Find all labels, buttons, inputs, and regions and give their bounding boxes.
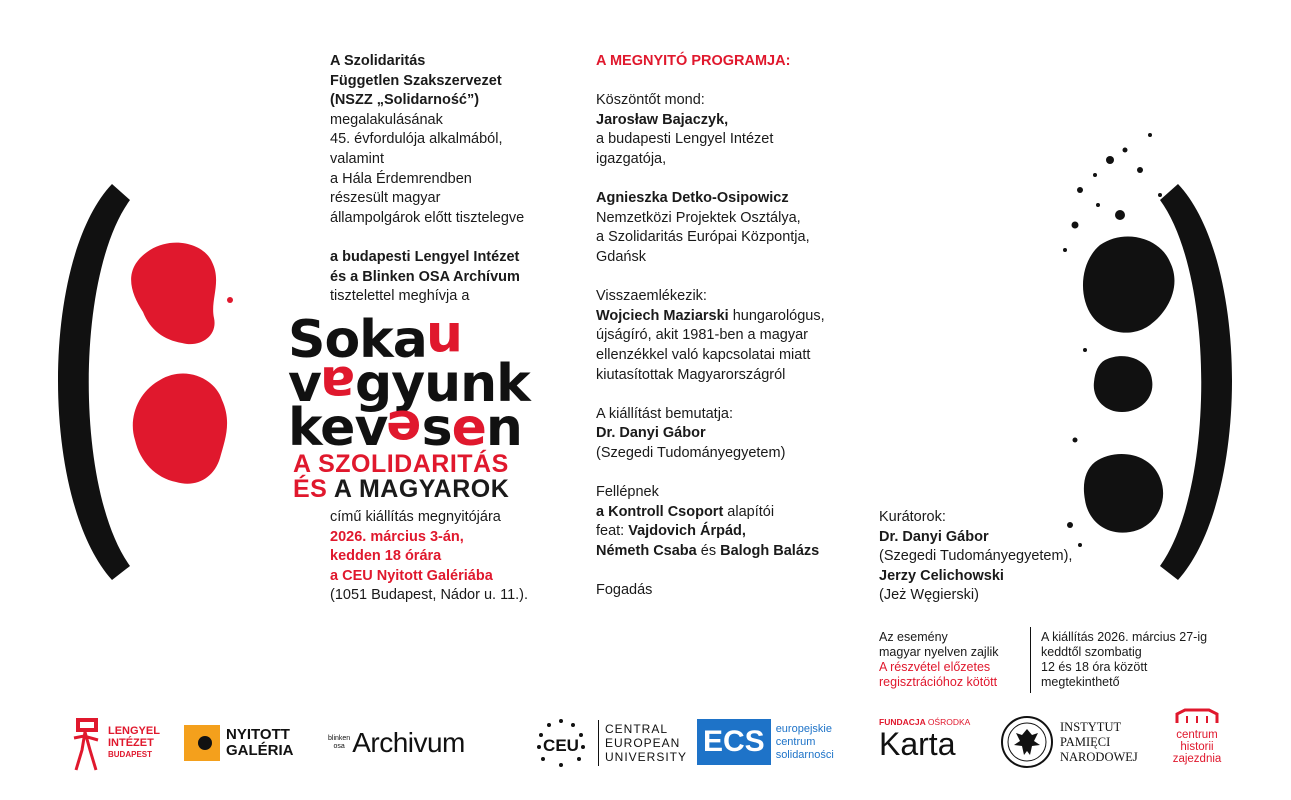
curator-name: Dr. Danyi Gábor [879,528,989,545]
title-part: kev [288,398,388,458]
intro-line: megalakulásának [330,111,443,128]
opening-line: című kiállítás megnyitójára [330,509,501,525]
performer-name: Balogh Balázs [720,542,820,559]
title-part: gyunk [355,354,530,414]
subtitle-line-2: A MAGYAROK [333,475,510,503]
performer-name: Németh Csaba [596,542,697,559]
curators-label: Kurátorok: [879,509,946,525]
red-blot-top [131,243,216,344]
program-heading: A MEGNYITÓ PROGRAMJA: [596,53,791,69]
speaker-role: ellenzékkel való kapcsolatai miatt [596,346,811,363]
intro-line: A Szolidaritás [330,53,426,69]
presenter-org: (Szegedi Tudományegyetem) [596,444,786,461]
opening-hours-note: A kiállítás 2026. március 27-ig keddtől szombatig 12 és 18 óra között megtekinthető [1041,630,1208,689]
black-blot-middle [1094,356,1153,412]
performer-name: Vajdovich Árpád, [628,523,746,540]
speaker-role: Gdańsk [596,248,646,265]
ipn-logo: INSTYTUT PAMIĘCI NARODOWEJ [1000,714,1138,770]
blinken-osa-logo: blinken osa Archivum [328,727,465,758]
centrum-historii-zajezdnia-logo: centrum historii zajezdnia [1166,708,1228,765]
opening-time: kedden 18 órára [330,548,442,565]
curator-org: (Szegedi Tudományegyetem), [879,548,1073,565]
title-red-letter: e [451,398,486,458]
opening-place: a CEU Nyitott Galériába [330,567,493,584]
karta-logo: FUNDACJA OŚRODKA Karta [879,717,971,762]
subtitle-red-word: ÉS [293,475,328,503]
host-line: a budapesti Lengyel Intézet [330,248,520,265]
ceu-dots-icon [530,717,592,769]
presenter-name: Dr. Danyi Gábor [596,425,706,442]
intro-line: (NSZZ „Solidarność”) [330,92,480,109]
title-part: v [288,354,321,414]
speaker-role: újságíró, akit 1981-ben a magyar [596,327,808,344]
curator-name: Jerzy Celichowski [879,567,1004,584]
opening-date: 2026. március 3-án, [330,528,464,545]
title-part: n [485,398,522,458]
curator-org: (Jeż Węgierski) [879,587,979,604]
nyitott-galeria-logo: NYITOTT GALÉRIA [184,724,294,762]
host-line: és a Blinken OSA Archívum [330,268,520,285]
language-note: Az esemény magyar nyelven zajlik A részvétel előzetes regisztrációhoz kötött [879,630,999,689]
opening-info [330,508,590,606]
band-name: Kontroll Csoport [608,503,724,520]
opening-address: (1051 Budapest, Nádor u. 11.). [330,587,529,604]
intro-line: 45. évfordulója alkalmából, [330,131,503,148]
ceu-logo: CEU CENTRAL EUROPEAN UNIVERSITY [530,714,687,772]
subtitle [293,452,509,502]
speaker-role: igazgatója, [596,150,667,167]
program-label: Fellépnek [596,484,659,501]
svg-text:CEU: CEU [543,736,579,755]
speaker-name: Agnieszka Detko-Osipowicz [596,190,789,207]
lengyel-intezet-logo: LENGYEL INTÉZET BUDAPEST [70,712,160,774]
reception: Fogadás [596,582,653,599]
program-label: Köszöntőt mond: [596,92,705,109]
title-part: Soka [288,310,427,370]
intro-line: a Hála Érdemrendben [330,170,472,187]
program-label: Visszaemlékezik: [596,288,707,305]
speaker-role: a budapesti Lengyel Intézet [596,131,774,148]
speaker-role: hungarológus, [728,307,825,324]
black-blot-top [1083,237,1175,333]
program: A MEGNYITÓ PROGRAMJA: Köszöntőt mond: Jarosław Bajaczyk, a budapesti Lengyel Intézet igazgatója, Agnieszka Detko-Osipowicz Nemzetközi Projektek Osztálya, a Szolidaritás Európai Központja, Gdańsk Visszaemlékezik: Wojciech Maziarski hungarológus, újságíró, akit 1981-ben a magyar ellenzékkel való kapcsolatai miatt kiutasítottak Magyarországról A kiállítást bemutatja: Dr. Danyi Gábor (Szegedi Tudományegyetem) Fellépnek a Kontroll Csoport alapítói feat: Vajdovich Árpád, Németh Csaba és Balogh Balázs Fogadás [596,52,886,601]
curators [879,508,1119,606]
intro-line: valamint [330,150,384,167]
speaker-name: Jarosław Bajaczyk, [596,111,729,128]
notes-divider [1030,627,1031,693]
intro-text [330,52,580,307]
exhibition-title [288,310,588,458]
speaker-role: Nemzetközi Projektek Osztálya, [596,209,801,226]
nyitott-square-icon [184,725,220,761]
intro-line: Független Szakszervezet [330,72,502,89]
ipn-emblem-icon [1000,715,1054,769]
ecs-logo: ECS europejskie centrum solidarności [697,719,834,765]
left-bracket [58,184,130,580]
title-flipped-letter: n [426,310,463,370]
intro-line: részesült magyar [330,190,441,207]
invite-line: tisztelettel meghívja a [330,288,470,305]
red-blot-bottom [133,374,227,484]
right-bracket [1160,184,1232,580]
speaker-role: kiutasítottak Magyarországról [596,366,786,383]
depot-roof-icon [1175,708,1219,724]
subtitle-line-1: A SZOLIDARITÁS [293,450,509,478]
speaker-role: a Szolidaritás Európai Központja, [596,229,810,246]
program-label: A kiállítást bemutatja: [596,405,734,422]
speaker-name: Wojciech Maziarski [596,307,729,324]
title-flipped-letter: a [320,354,355,414]
intro-line: állampolgárok előtt tisztelegve [330,209,525,226]
title-flipped-letter: e [387,398,422,458]
lengyel-figure-icon [70,714,104,772]
title-part: s [421,398,452,458]
